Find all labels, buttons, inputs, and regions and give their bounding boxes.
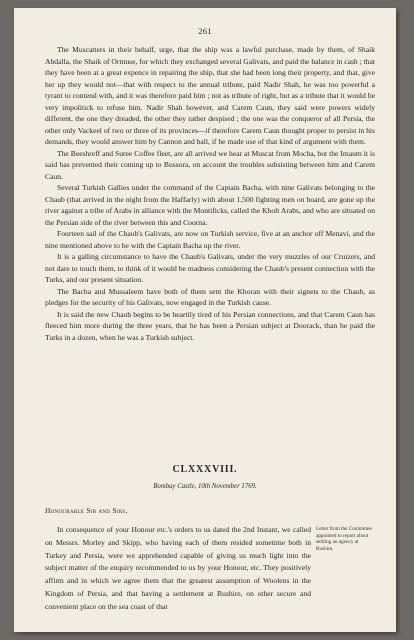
paragraph: Several Turkish Gallies under the command of the Captain Bacha, with nine Galivats belonging to the Chaub (that arrived in the night from the Haffarly) with about 1,500 fighting men on board, are gone up the river against a tribe of Arabs in alliance with the Montificks, called the Kholt Arabs, and who are situated on the Persian side of the river between this and Coorna. — [45, 183, 375, 227]
body-text — [45, 44, 375, 343]
letter-date: Bombay Castle, 10th November 1769. — [153, 483, 257, 490]
paragraph: It is a galling circumstance to have the Chaub's Galivats, under the very muzzles of our Cruizers, and not dare to touch them, to think of it would be madness considering the Chaub's present connection with the Turks, and our present situation. — [45, 252, 375, 284]
letter-body — [45, 524, 311, 614]
marginal-note: Letter from the Committee appointed to report about settling an agency at Bushire. — [316, 526, 372, 552]
document-page — [14, 8, 396, 632]
page-number: 261 — [198, 26, 212, 36]
letter-number: CLXXXVIII. — [172, 464, 238, 475]
paragraph: The Beeshreff and Suree Coffee fleet, are all arrived we hear at Muscat from Mocha, but the Imaum it is said has prevented their coming up to Bussora, on account the troubles subsisting between him and Carem Caun. — [45, 148, 375, 181]
paragraph: It is said the new Chaub begins to be heartily tired of his Persian connections, and that Carem Caun has fleeced him more during the three years, that he has been a Persian subject at Doorack, than he paid the Turks in a dozen, when he was a Turkish subject. — [45, 309, 375, 342]
salutation: Honourable Sir and Sirs, — [45, 506, 128, 515]
paragraph: Fourteen sail of the Chaub's Galivats, are now on Turkish service, five at an anchor off Menavi, and the nine mentioned above to be with the Captain Bacha up the river. — [45, 229, 375, 250]
paragraph: The Bacha and Mussaleem have both of them sent the Khoran with their signets to the Chaub, as pledges for the security of his Galivats, now engaged in the Turkish cause. — [45, 286, 375, 307]
letter-paragraph: In consequence of your Honour etc.'s orders to us dated the 2nd Instant, we called on Messrs. Morley and Skipp, who having each of them resided sometime both in Turkey and Persia, were we apprehended capable of giving us much light into the subject matter of the enquiry recommended to us by your Honour, etc. They positively affirm and in which we agree them that the greatest assumption of Woolens in the Kingdom of Persia, and that having a settlement at Bushire, on other secure and convenient place on the sea coast of that — [45, 525, 311, 611]
paragraph: The Muscatters in their behalf, urge, that the ship was a lawful purchase, made by them, of Shaik Abdalla, the Shaik of Ormuse, for which they exchanged several Galivats, and paid the balance in cash ; that they have been at a great expence in repairing the ship, that she had been long their property, and that, give her up they would not—that with respect to the annual tribute, paid Nadir Shah, he was too powerful a tyrant to contend with, and it was therefore paid him ; not as tribute of right, but as a tribute that it would be very impolitick to refuse him. Nadir Shah however, and Carem Caun, they said were powers widely different, the one they dreaded, the other they rather despised ; the one was the conqueror of all Persia, the other only Vackeel of two or three of its provinces—if therefore Carem Caun thought proper to persist in his demands, they would answer him by Cannon and ball, if he made use of that kind of argument with them. — [45, 45, 376, 146]
